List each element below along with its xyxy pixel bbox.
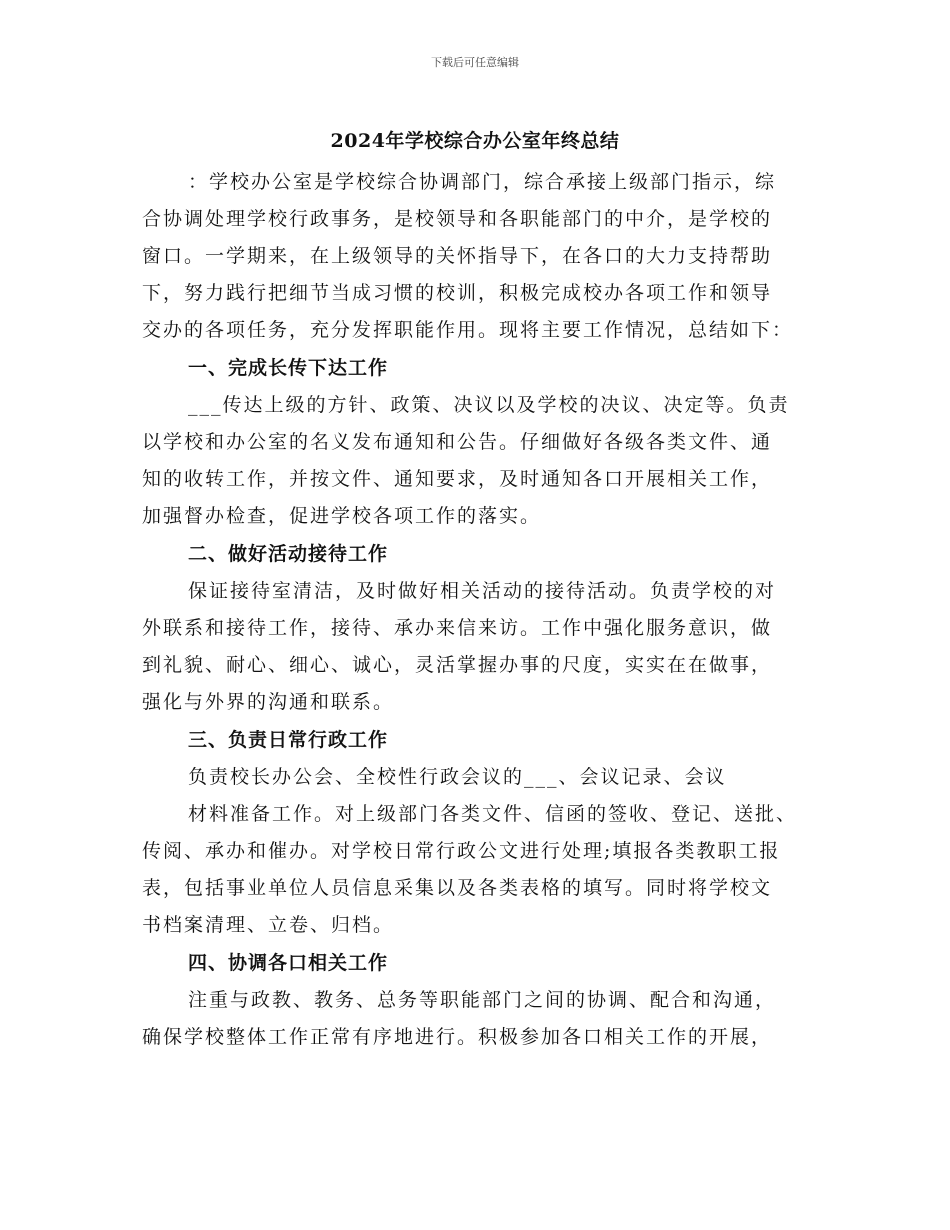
section-heading: 三、负责日常行政工作 <box>188 729 389 751</box>
section-line: 到礼貌、耐心、细心、诚心，灵活掌握办事的尺度，实实在在做事， <box>142 654 773 676</box>
section-line: 强化与外界的沟通和联系。 <box>142 691 395 713</box>
intro-line: 交办的各项任务，充分发挥职能作用。现将主要工作情况，总结如下： <box>142 319 794 341</box>
section-line: 加强督办检查，促进学校各项工作的落实。 <box>142 505 542 527</box>
section-line: 外联系和接待工作，接待、承办来信来访。工作中强化服务意识，做 <box>142 617 773 639</box>
section-heading: 一、完成长传下达工作 <box>188 357 389 379</box>
section-line: 书档案清理、立卷、归档。 <box>142 914 395 936</box>
section-line: 传阅、承办和催办。对学校日常行政公文进行处理;填报各类教职工报 <box>142 840 781 862</box>
section-line: 材料准备工作。对上级部门各类文件、信函的签收、登记、送批、 <box>188 803 798 825</box>
section-line: 确保学校整体工作正常有序地进行。积极参加各口相关工作的开展， <box>142 1026 773 1048</box>
document-title: 2024年学校综合办公室年终总结 <box>330 130 620 152</box>
section-line: ___传达上级的方针、政策、决议以及学校的决议、决定等。负责 <box>188 394 790 416</box>
section-line: 以学校和办公室的名义发布通知和公告。仔细做好各级各类文件、通 <box>142 431 773 453</box>
section-line: 注重与政教、教务、总务等职能部门之间的协调、配合和沟通， <box>188 989 777 1011</box>
section-line: 负责校长办公会、全校性行政会议的___、会议记录、会议 <box>188 766 727 788</box>
header-note: 下载后可任意编辑 <box>431 56 519 69</box>
section-heading: 二、做好活动接待工作 <box>188 543 389 565</box>
intro-line: 合协调处理学校行政事务，是校领导和各职能部门的中介，是学校的 <box>142 208 773 230</box>
intro-line: ：学校办公室是学校综合协调部门，综合承接上级部门指示，综 <box>188 171 777 193</box>
section-line: 表，包括事业单位人员信息采集以及各类表格的填写。同时将学校文 <box>142 877 773 899</box>
section-heading: 四、协调各口相关工作 <box>188 952 389 974</box>
section-line: 保证接待室清洁，及时做好相关活动的接待活动。负责学校的对 <box>188 580 777 602</box>
intro-line: 窗口。一学期来，在上级领导的关怀指导下，在各口的大力支持帮助 <box>142 245 773 267</box>
section-line: 知的收转工作，并按文件、通知要求，及时通知各口开展相关工作， <box>142 468 773 490</box>
intro-line: 下，努力践行把细节当成习惯的校训，积极完成校办各项工作和领导 <box>142 282 773 304</box>
